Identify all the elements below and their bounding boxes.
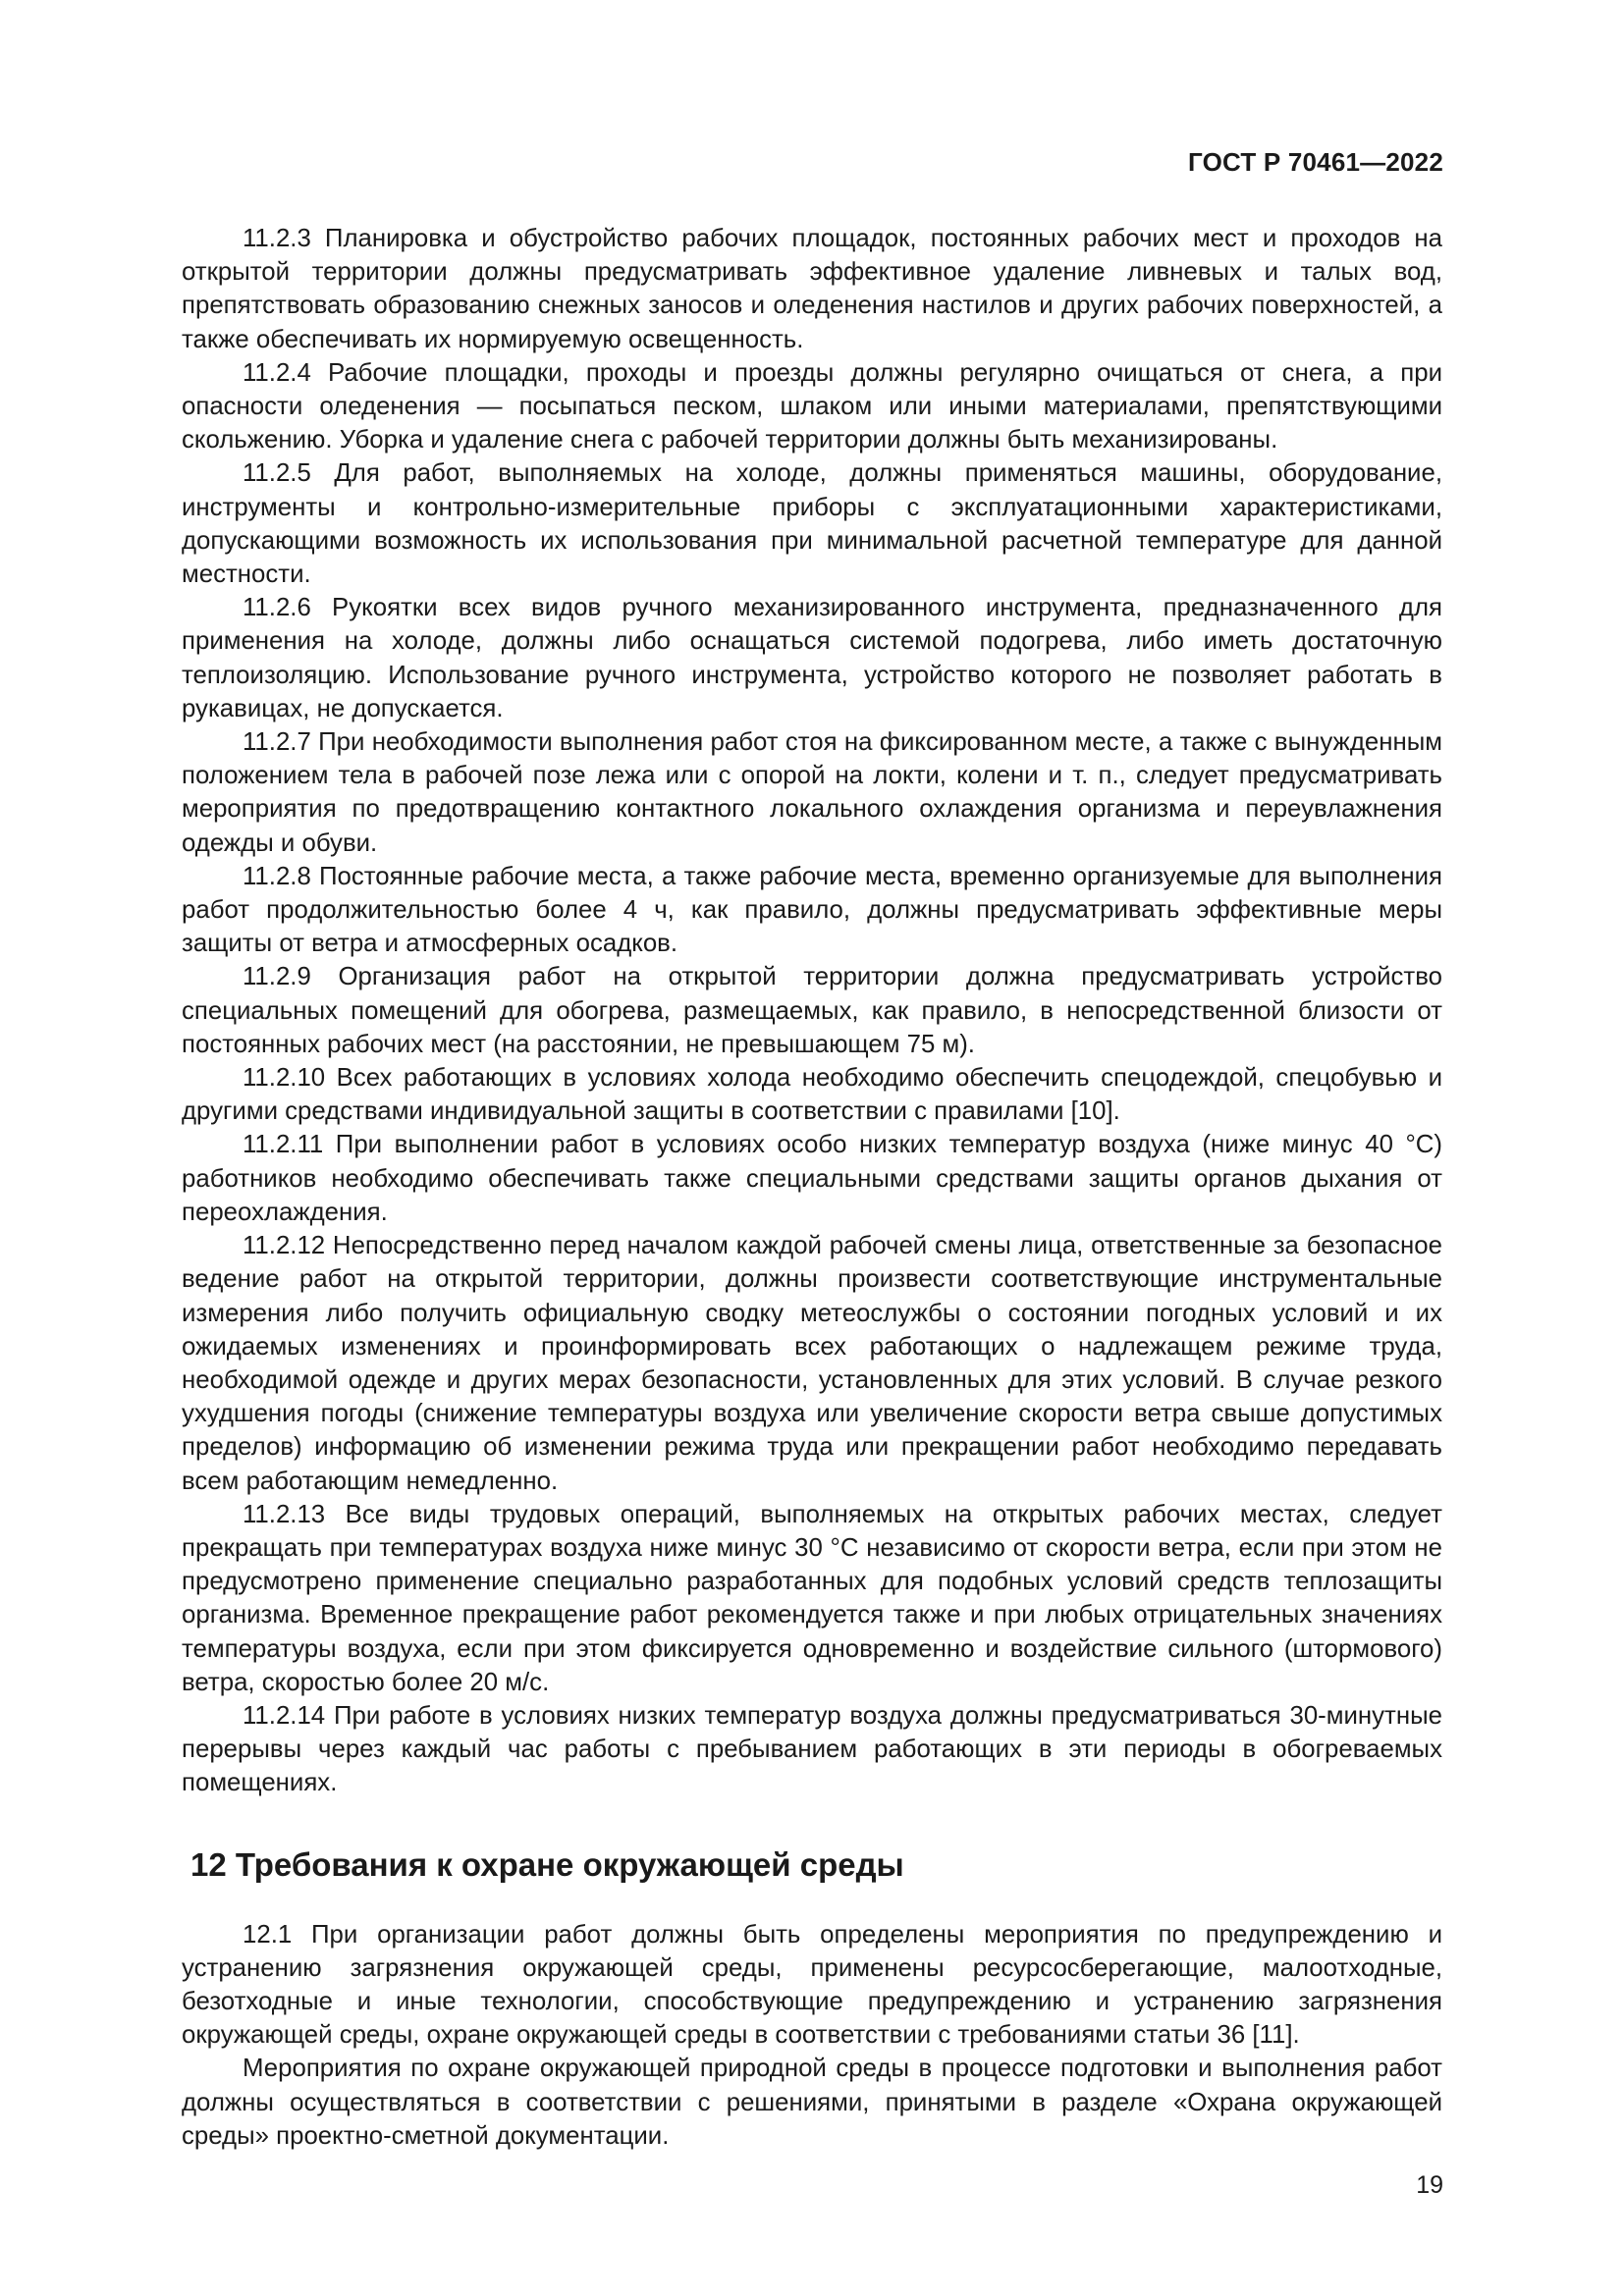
- paragraph-11-2-5: 11.2.5 Для работ, выполняемых на холоде, должны применяться машины, оборудование, инструменты и контрольно-измерительные приборы с эксплуатационными характеристиками, допускающими возможность их использования при минимальной расчетной температуре для данной местности.: [182, 459, 1442, 589]
- paragraph-11-2-11: 11.2.11 При выполнении работ в условиях особо низких температур воздуха (ниже минус 40 °С) работников необходимо обеспечивать также специальными средствами защиты органов дыхания от переохлаждения.: [182, 1131, 1442, 1226]
- document-code: ГОСТ Р 70461—2022: [1188, 147, 1443, 177]
- paragraph-12-1-continued: Мероприятия по охране окружающей природной среды в процессе подготовки и выполнения работ должны осуществляться в соответствии с решениями, принятыми в разделе «Охрана окружающей среды» проектно-сметной документации.: [182, 2055, 1442, 2150]
- document-body: [182, 222, 1442, 2153]
- paragraph-11-2-10: 11.2.10 Всех работающих в условиях холода необходимо обеспечить спецодеждой, спецобувью и другими средствами индивидуальной защиты в соответствии с правилами [10].: [182, 1064, 1442, 1126]
- paragraph-11-2-8: 11.2.8 Постоянные рабочие места, а также рабочие места, временно организуемые для выполнения работ продолжительностью более 4 ч, как правило, должны предусматривать эффективные меры защиты от ветра и атмосферных осадков.: [182, 862, 1442, 958]
- section-12-heading: 12 Требования к охране окружающей среды: [190, 1845, 904, 1883]
- paragraph-11-2-6: 11.2.6 Рукоятки всех видов ручного механизированного инструмента, предназначенного для применения на холоде, должны либо оснащаться системой подогрева, либо иметь достаточную теплоизоляцию. Использование ручного инструмента, устройство которого не позволяет работать в рукавицах, не допускается.: [182, 594, 1442, 722]
- paragraph-11-2-12: 11.2.12 Непосредственно перед началом каждой рабочей смены лица, ответственные за безопасное ведение работ на открытой территории, должны произвести соответствующие инструментальные измерения либо получить официальную сводку метеослужбы о состоянии погодных условий и их ожидаемых изменениях и проинформировать всех работающих о надлежащем режиме труда, необходимой одежде и других мерах безопасности, установленных для этих условий. В случае резкого ухудшения погоды (снижение температуры воздуха или увеличение скорости ветра свыше допустимых пределов) информацию об изменении режима труда или прекращении работ необходимо передавать всем работающим немедленно.: [182, 1232, 1442, 1495]
- page-number: 19: [1416, 2171, 1443, 2199]
- paragraph-11-2-14: 11.2.14 При работе в условиях низких температур воздуха должны предусматриваться 30-минутные перерывы через каждый час работы с пребыванием работающих в эти периоды в обогреваемых помещениях.: [182, 1701, 1442, 1797]
- paragraph-12-1: 12.1 При организации работ должны быть определены мероприятия по предупреждению и устранению загрязнения окружающей среды, применены ресурсосберегающие, малоотходные, безотходные и иные технологии, способствующие предупреждению и устранению загрязнения окружающей среды, охране окружающей среды в соответствии с требованиями статьи 36 [11].: [182, 1920, 1442, 2050]
- paragraph-11-2-7: 11.2.7 При необходимости выполнения работ стоя на фиксированном месте, а также с вынужденным положением тела в рабочей позе лежа или с опорой на локти, колени и т. п., следует предусматривать мероприятия по предотвращению контактного локального охлаждения организма и переувлажнения одежды и обуви.: [182, 728, 1442, 857]
- paragraph-11-2-13: 11.2.13 Все виды трудовых операций, выполняемых на открытых рабочих местах, следует прекращать при температурах воздуха ниже минус 30 °С независимо от скорости ветра, если при этом не предусмотрено применение специально разработанных для подобных условий средств теплозащиты организма. Временное прекращение работ рекомендуется также и при любых отрицательных значениях температуры воздуха, если при этом фиксируется одновременно и воздействие сильного (штормового) ветра, скоростью более 20 м/с.: [182, 1500, 1442, 1696]
- paragraph-11-2-3: 11.2.3 Планировка и обустройство рабочих площадок, постоянных рабочих мест и проходов на открытой территории должны предусматривать эффективное удаление ливневых и талых вод, препятствовать образованию снежных заносов и оледенения настилов и других рабочих поверхностей, а также обеспечивать их нормируемую освещенность.: [182, 225, 1442, 353]
- paragraph-11-2-9: 11.2.9 Организация работ на открытой территории должна предусматривать устройство специальных помещений для обогрева, размещаемых, как правило, в непосредственной близости от постоянных рабочих мест (на расстоянии, не превышающем 75 м).: [182, 963, 1442, 1058]
- paragraph-11-2-4: 11.2.4 Рабочие площадки, проходы и проезды должны регулярно очищаться от снега, а при опасности оледенения — посыпаться песком, шлаком или иными материалами, препятствующими скольжению. Уборка и удаление снега с рабочей территории должны быть механизированы.: [182, 358, 1442, 454]
